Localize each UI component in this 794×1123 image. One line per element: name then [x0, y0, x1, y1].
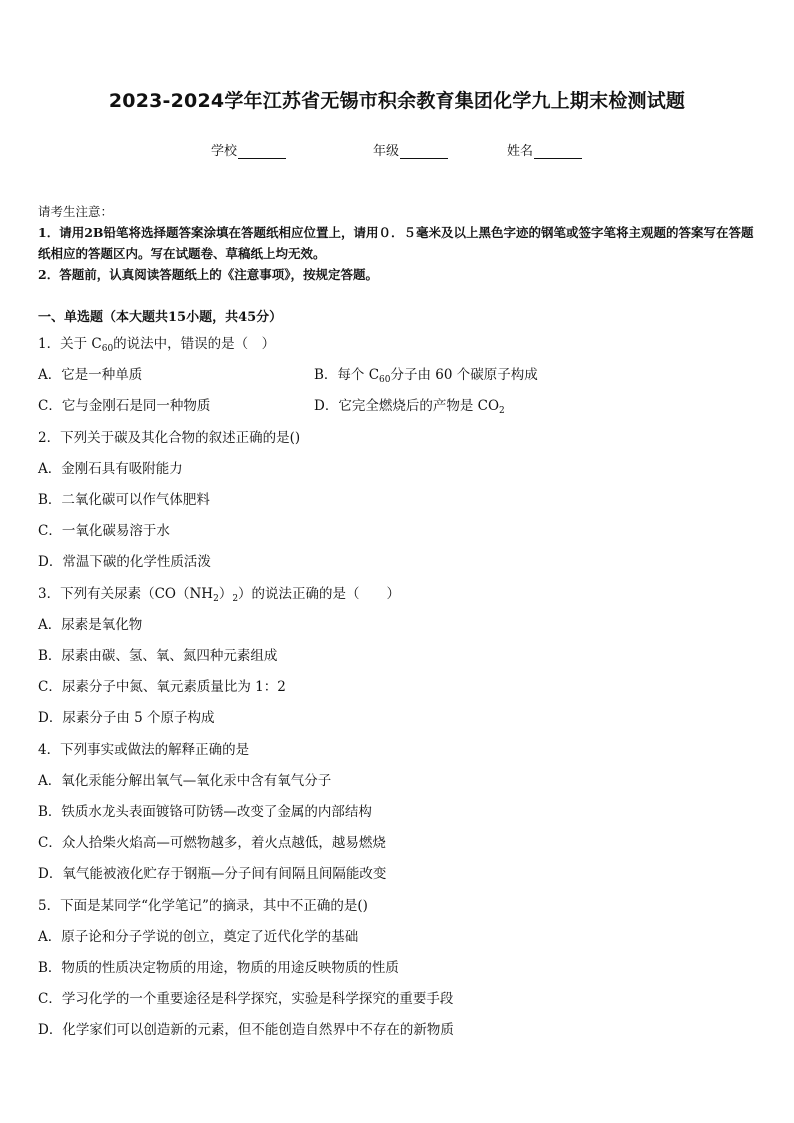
notice-item-1: 1．请用2B铅笔将选择题答案涂填在答题纸相应位置上，请用０．５毫米及以上黑色字迹的钢笔或签字笔将主观题的答案写在答题纸相应的答题区内。写在试题卷、草稿纸上均无效。 [38, 225, 754, 261]
q3-stem-text-end: ）的说法正确的是（ ） [238, 586, 401, 602]
q1-option-c: C．它与金刚石是同一种物质 [38, 398, 211, 414]
q2-option-a: A．金刚石具有吸附能力 [38, 461, 183, 477]
q1-option-b-subscript: 60 [379, 375, 391, 385]
q4-option-d: D．氧气能被液化贮存于钢瓶—分子间有间隔且间隔能改变 [38, 866, 387, 882]
name-field [507, 140, 582, 159]
q3-stem-subscript-1: 2 [213, 594, 219, 604]
section-heading: 一、单选题（本大题共15小题，共45分） [38, 310, 283, 325]
exam-notice [38, 201, 760, 285]
q3-option-b: B．尿素由碳、氢、氧、氮四种元素组成 [38, 648, 278, 664]
q5-stem: 5．下面是某同学“化学笔记”的摘录，其中不正确的是() [38, 898, 368, 914]
q2-option-d: D．常温下碳的化学性质活泼 [38, 554, 211, 570]
notice-item-2: 2．答题前，认真阅读答题纸上的《注意事项》，按规定答题。 [38, 267, 378, 282]
q1-stem [38, 332, 275, 354]
name-label: 姓名 [507, 144, 534, 159]
q3-option-d: D．尿素分子由 5 个原子构成 [38, 710, 215, 726]
q1-option-a: A．它是一种单质 [38, 367, 143, 383]
school-label: 学校 [211, 144, 238, 159]
name-blank [534, 144, 582, 159]
q3-stem [38, 582, 400, 604]
q1-option-d-subscript: 2 [499, 406, 505, 416]
q4-option-a: A．氧化汞能分解出氧气—氧化汞中含有氧气分子 [38, 773, 332, 789]
q1-option-d [314, 394, 505, 416]
q1-option-b-text: B．每个 C [314, 367, 380, 383]
q3-stem-text-mid: ） [218, 586, 233, 602]
school-field [211, 140, 286, 159]
q5-option-a: A．原子论和分子学说的创立，奠定了近代化学的基础 [38, 929, 359, 945]
q3-stem-text: 3．下列有关尿素（CO（NH [38, 586, 214, 602]
q3-option-a: A．尿素是氧化物 [38, 617, 143, 633]
q3-option-c: C．尿素分子中氮、氧元素质量比为 1：2 [38, 679, 286, 695]
exam-title: 2023-2024学年江苏省无锡市积余教育集团化学九上期末检测试题 [108, 90, 686, 112]
grade-field [373, 140, 448, 159]
grade-label: 年级 [373, 144, 400, 159]
grade-blank [400, 144, 448, 159]
q4-option-b: B．铁质水龙头表面镀铬可防锈—改变了金属的内部结构 [38, 804, 372, 820]
q1-option-d-text: D．它完全燃烧后的产物是 CO [314, 398, 500, 414]
q1-option-b-text-end: 分子由 60 个碳原子构成 [390, 367, 538, 383]
q3-stem-subscript-2: 2 [232, 594, 239, 604]
q5-option-d: D．化学家们可以创造新的元素，但不能创造自然界中不存在的新物质 [38, 1022, 454, 1038]
q4-stem: 4．下列事实或做法的解释正确的是 [38, 742, 250, 758]
q5-option-c: C．学习化学的一个重要途径是科学探究，实验是科学探究的重要手段 [38, 991, 454, 1007]
q4-option-c: C．众人拾柴火焰高—可燃物越多，着火点越低，越易燃烧 [38, 835, 386, 851]
q1-option-b [314, 363, 538, 385]
notice-heading: 请考生注意： [38, 204, 114, 219]
school-blank [238, 144, 286, 159]
q1-stem-text-end: 的说法中，错误的是（ ） [113, 336, 276, 352]
q2-option-c: C．一氧化碳易溶于水 [38, 523, 170, 539]
student-info-row [0, 140, 794, 162]
q1-stem-text: 1．关于 C [38, 336, 102, 352]
q5-option-b: B．物质的性质决定物质的用途，物质的用途反映物质的性质 [38, 960, 399, 976]
q2-option-b: B．二氧化碳可以作气体肥料 [38, 492, 210, 508]
q1-stem-subscript: 60 [101, 344, 114, 354]
q2-stem: 2．下列关于碳及其化合物的叙述正确的是() [38, 430, 301, 446]
